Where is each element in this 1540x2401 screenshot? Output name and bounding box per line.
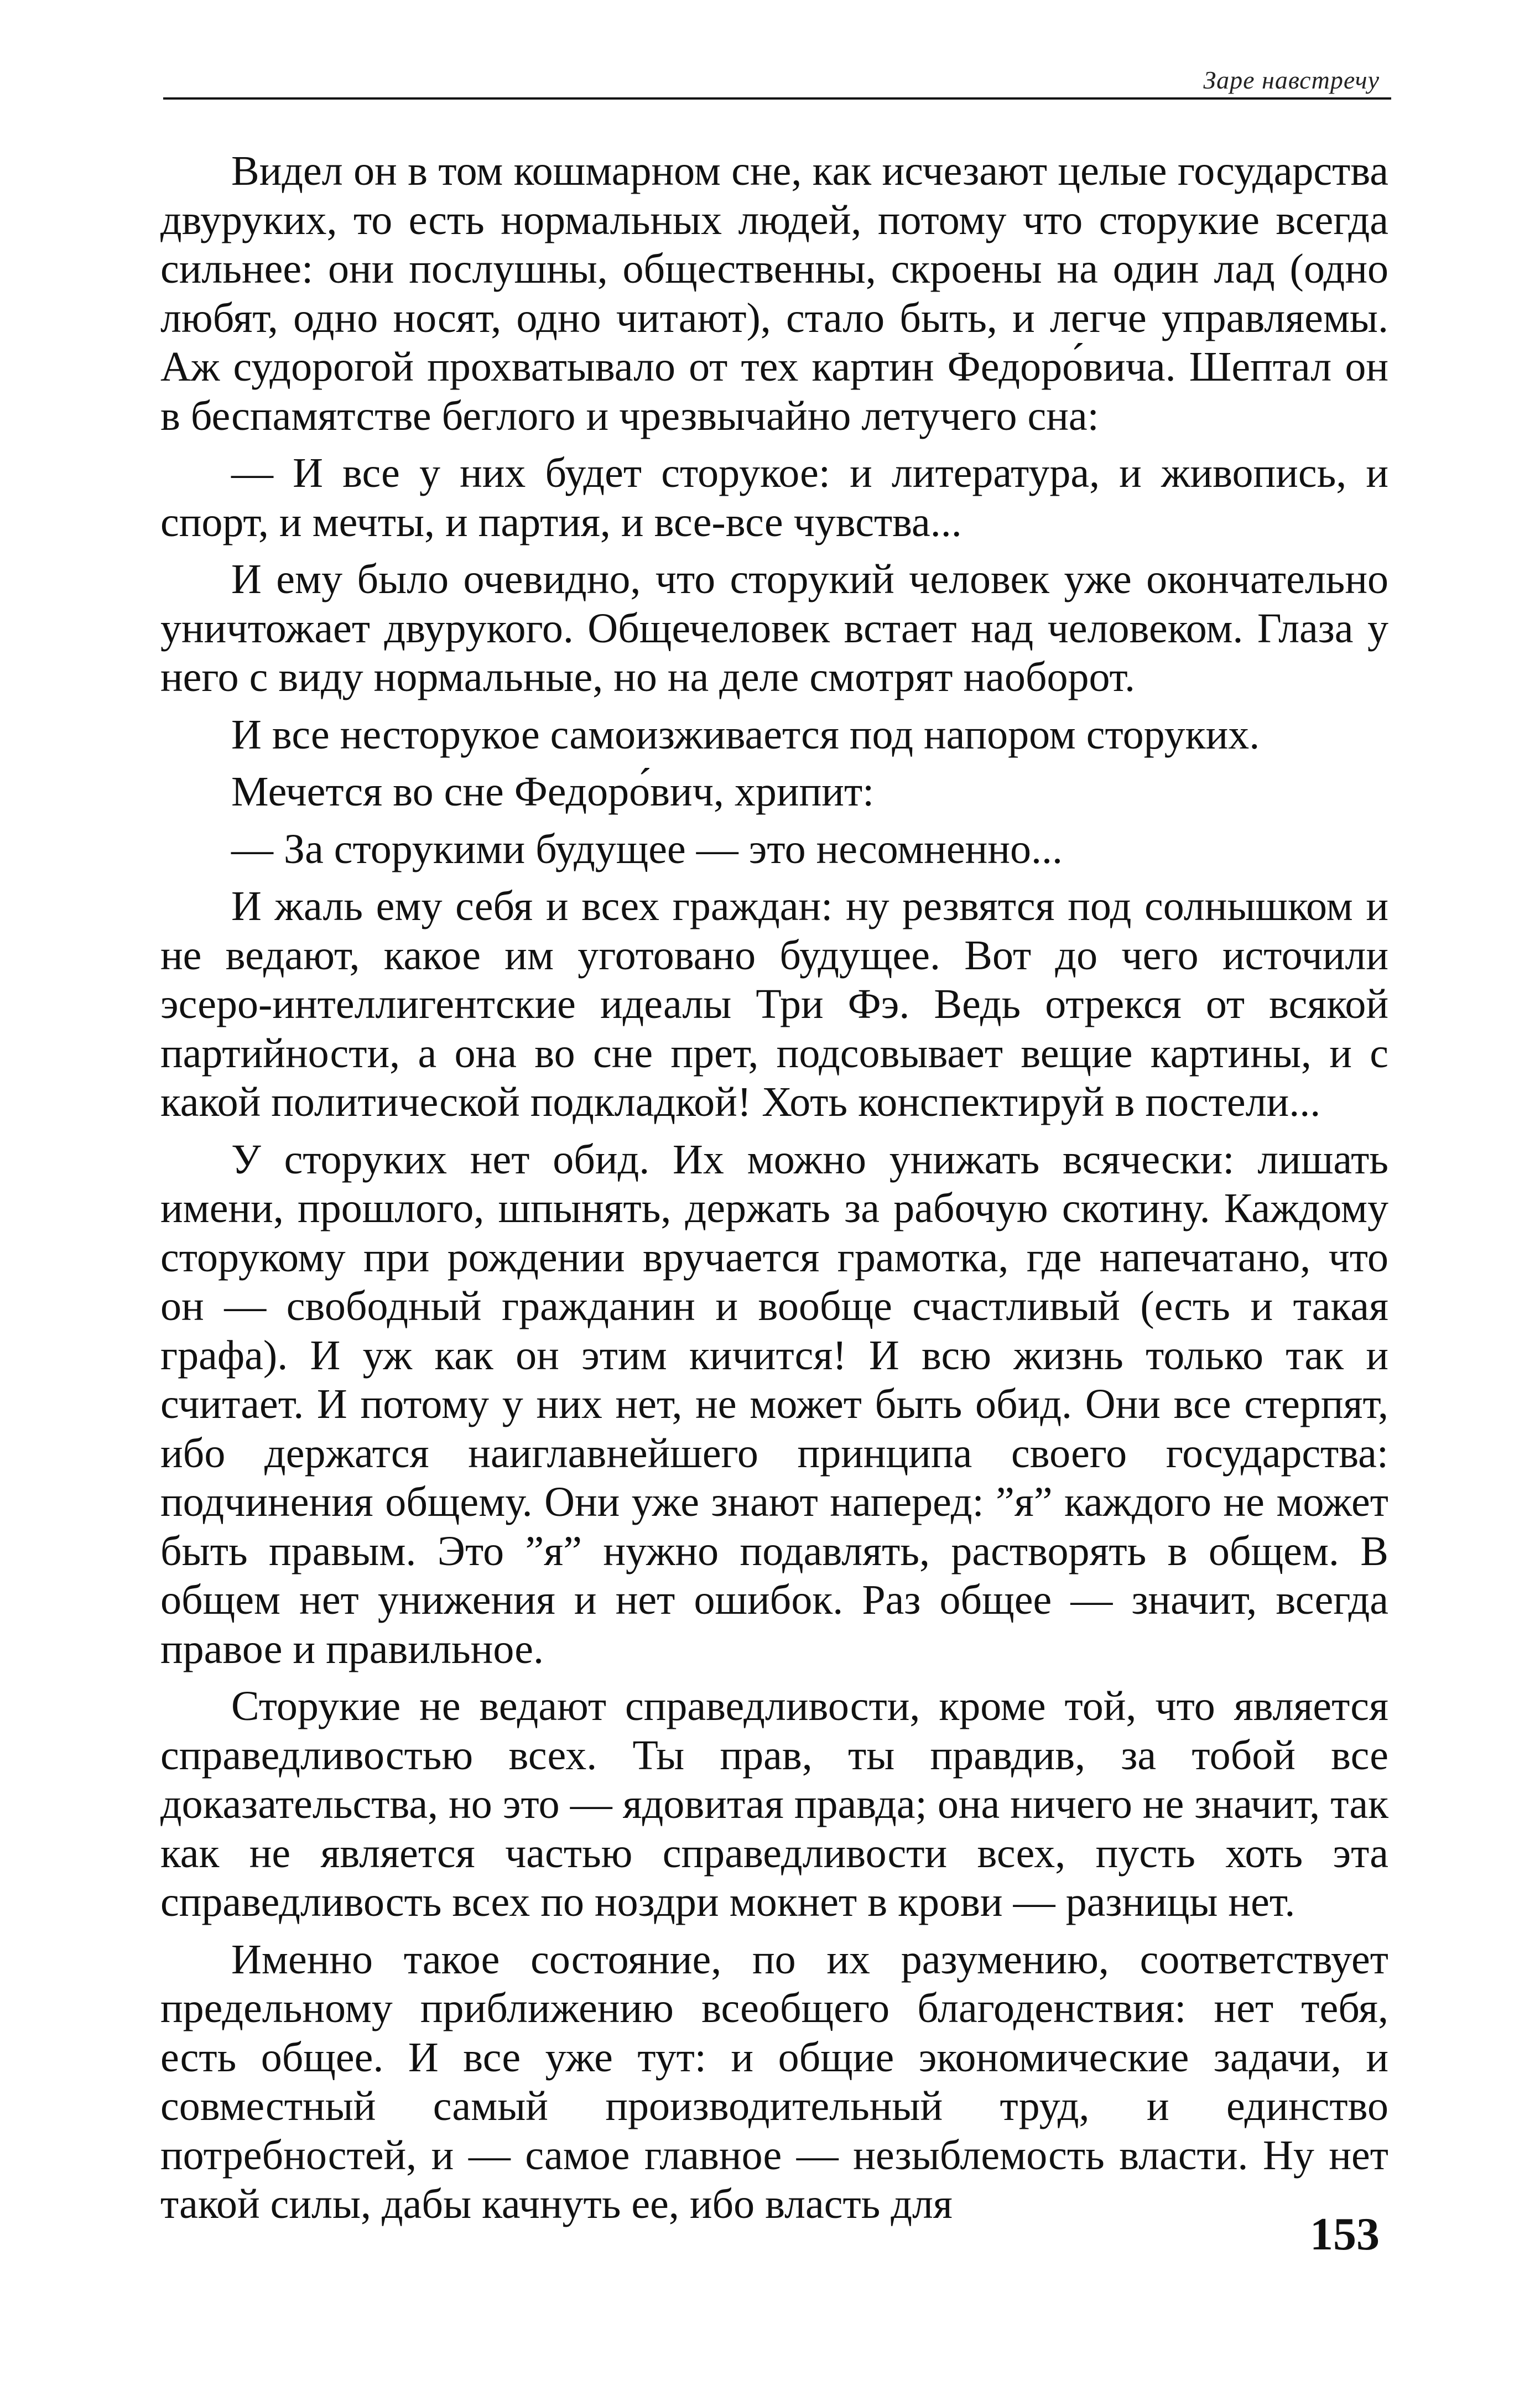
- paragraph: — И все у них будет сторукое: и литература, и живопись, и спорт, и мечты, и партия, и все-все чувства...: [160, 450, 1388, 545]
- header-rule: [163, 97, 1391, 100]
- running-head: Заре навстречу: [1203, 66, 1380, 94]
- page-number: 153: [1310, 2208, 1380, 2260]
- paragraph: И ему было очевидно, что сторукий человек уже окончательно уничтожает двурукого. Общечеловек встает над человеком. Глаза у него с виду нормальные, но на деле смотрят наоборот.: [160, 556, 1388, 700]
- paragraph: — За сторукими будущее — это несомненно...: [231, 825, 1063, 872]
- paragraph: У сторуких нет обид. Их можно унижать всячески: лишать имени, прошлого, шпынять, держать за рабочую скотину. Каждому сторукому при рождении вручается грамотка, где напечатано, что он — свободный гражданин и вообще счастливый (есть и такая графа). И уж как он этим кичится! И всю жизнь только так и считает. И потому у них нет, не может быть обид. Они все стерпят, ибо держатся наиглавнейшего принципа своего государства: подчинения общему. Они уже знают наперед: ”я” каждого не может быть правым. Это ”я” нужно подавлять, растворять в общем. В общем нет унижения и нет ошибок. Раз общее — значит, всегда правое и правильное.: [160, 1136, 1388, 1672]
- paragraph: Видел он в том кошмарном сне, как исчезают целые государства двуруких, то есть нормальных людей, потому что сторукие всегда сильнее: они послушны, общественны, скроены на один лад (одно любят, одно носят, одно читают), стало быть, и легче управляемы. Аж судорогой прохватывало от тех картин Федоро́вича. Шептал он в беспамятстве беглого и чрезвычайно летучего сна:: [160, 148, 1388, 439]
- paragraph: И жаль ему себя и всех граждан: ну резвятся под солнышком и не ведают, какое им уготовано будущее. Вот до чего источили эсеро-интеллигентские идеалы Три Фэ. Ведь отрекся от всякой партийности, а она во сне прет, подсовывает вещие картины, и с какой политической подкладкой! Хоть конспектируй в постели...: [160, 883, 1388, 1125]
- paragraph: Мечется во сне Федоро́вич, хрипит:: [231, 768, 875, 815]
- body-text: [160, 147, 1388, 2237]
- paragraph: Именно такое состояние, по их разумению, соответствует предельному приближению всеобщего благоденствия: нет тебя, есть общее. И все уже тут: и общие экономические задачи, и совместный самый производительный труд, и единство потребностей, и — самое главное — незыблемость власти. Ну нет такой силы, дабы качнуть ее, ибо власть для: [160, 1936, 1388, 2227]
- paragraph: И все несторукое самоизживается под напором сторуких.: [231, 711, 1260, 758]
- paragraph: Сторукие не ведают справедливости, кроме той, что является справедливостью всех. Ты прав, ты правдив, за тобой все доказательства, но это — ядовитая правда; она ничего не значит, так как не является частью справедливости всех, пусть хоть эта справедливость всех по ноздри мокнет в крови — разницы нет.: [160, 1683, 1388, 1925]
